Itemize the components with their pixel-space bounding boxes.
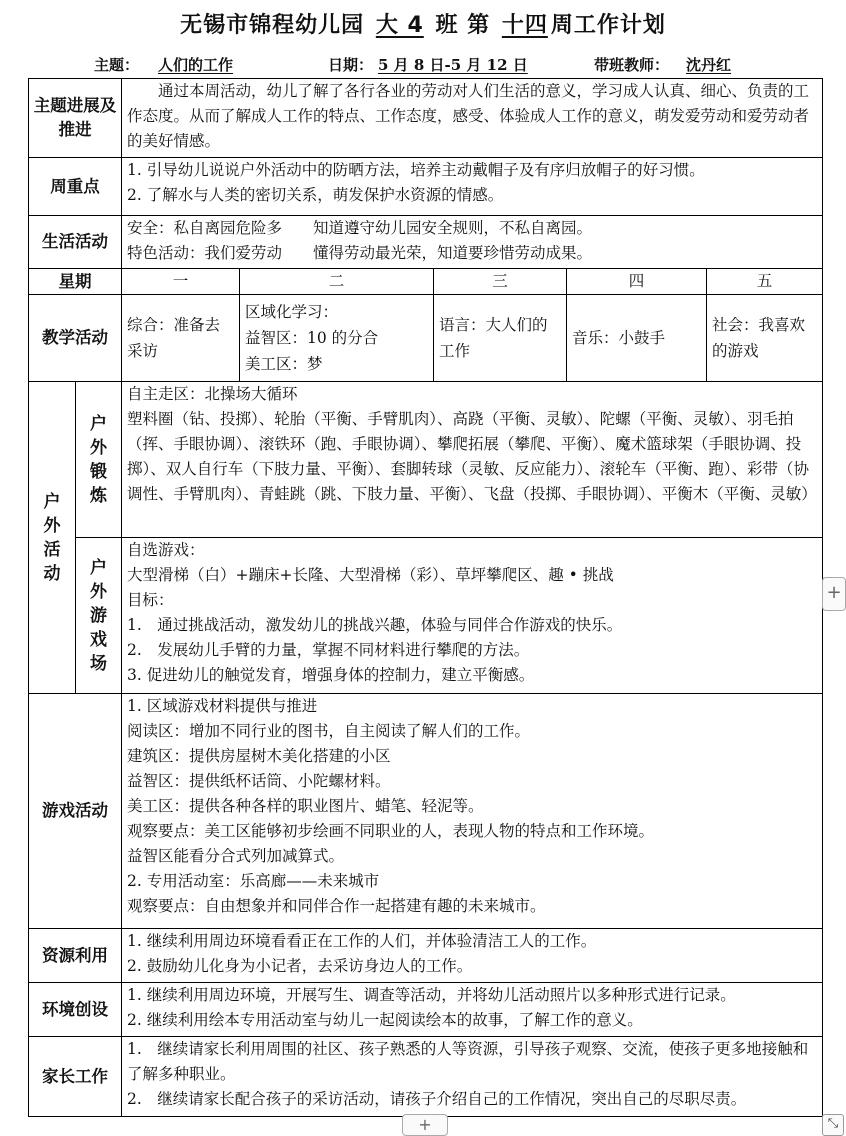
teaching-wed: 语言：大人们的工作 [434,295,567,382]
week-label: 星期 [29,269,122,295]
outdoor-exercise-label: 户外锻炼 [76,382,122,538]
exercise-line: 自主走区：北操场大循环 [127,385,298,403]
progress-label: 主题进展及推进 [29,79,122,158]
teacher-label: 带班教师： [594,56,670,74]
resources-line: 1. 继续利用周边环境看看正在工作的人们，并体验清洁工人的工作。 [127,932,597,950]
teacher-value: 沈丹红 [686,56,732,74]
row-progress [29,79,823,158]
date-label: 日期： [328,56,374,74]
row-parents [29,1037,823,1117]
games-line: 观察要点：自由想象并和同伴合作一起搭建有趣的未来城市。 [127,897,546,915]
teaching-tue-line: 美工区：梦 [245,355,323,373]
week-number: 十四 [501,13,548,38]
row-environment [29,983,823,1037]
exercise-line: 塑料圈（钻、投掷）、轮胎（平衡、手臂肌肉）、高跷（平衡、灵敏）、陀螺（平衡、灵敏）、羽毛拍（挥、手眼协调）、滚铁环（跑、手眼协调）、攀爬拓展（攀爬、平衡）、魔术篮球架（手眼协调、投掷）、双人自行车（下肢力量、平衡）、套脚转球（灵敏、反应能力）、滚轮车（平衡、跑）、彩带（协调性、手臂肌肉）、青蛙跳（跳、下肢力量、平衡）、飞盘（投掷、手眼协调）、平衡木（平衡、灵敏） [127,410,817,503]
life-content [122,216,823,269]
games-line: 美工区：提供各种各样的职业图片、蜡笔、轻泥等。 [127,797,484,815]
parents-line: 2. 继续请家长配合孩子的采访活动，请孩子介绍自己的工作情况，突出自己的尽职尽责。 [127,1090,747,1108]
row-games [29,694,823,929]
games-line: 1. 区域游戏材料提供与推进 [127,697,318,715]
games-line: 益智区能看分合式列加减算式。 [127,847,345,865]
playground-line: 大型滑梯（白）+蹦床+长隆、大型滑梯（彩）、草坪攀爬区、趣 • 挑战 [127,566,614,584]
environment-label: 环境创设 [29,983,122,1037]
day-mon: 一 [122,269,240,295]
life-label: 生活活动 [29,216,122,269]
outdoor-label: 户外活动 [29,382,76,694]
games-line: 阅读区：增加不同行业的图书，自主阅读了解人们的工作。 [127,722,531,740]
school-name: 无锡市锦程幼儿园 [180,13,365,38]
day-fri: 五 [707,269,823,295]
focus-content [122,158,823,216]
resize-icon[interactable]: ⤡ [822,1114,844,1136]
games-label: 游戏活动 [29,694,122,929]
playground-line: 2. 发展幼儿手臂的力量，掌握不同材料进行攀爬的方法。 [127,641,530,659]
page-title [0,8,846,39]
row-life [29,216,823,269]
day-thu: 四 [567,269,707,295]
outdoor-exercise-content [122,382,823,538]
theme-label: 主题： [94,56,140,74]
games-line: 观察要点：美工区能够初步绘画不同职业的人，表现人物的特点和工作环境。 [127,822,655,840]
parents-content [122,1037,823,1117]
teaching-fri: 社会：我喜欢的游戏 [707,295,823,382]
day-tue: 二 [240,269,434,295]
row-teaching [29,295,823,382]
resources-line: 2. 鼓励幼儿化身为小记者，去采访身边人的工作。 [127,957,473,975]
parents-line: 1. 继续请家长利用周围的社区、孩子熟悉的人等资源，引导孩子观察、交流，使孩子更多地接触和了解多种职业。 [127,1040,809,1083]
outdoor-playground-label: 户外游戏场 [76,538,122,694]
environment-content [122,983,823,1037]
games-line: 2. 专用活动室：乐高廊——未来城市 [127,872,380,890]
date-value: 5 月 8 日-5 月 12 日 [378,56,528,74]
progress-paragraph: 通过本周活动，幼儿了解了各行各业的劳动对人们生活的意义，学习成人认真、细心、负责的工作态度。从而了解成人工作的特点、工作态度，感受、体验成人工作的意义，萌发爱劳动和爱劳动者的美好情感。 [127,82,810,150]
games-line: 建筑区：提供房屋树木美化搭建的小区 [127,747,391,765]
playground-line: 3. 促进幼儿的触觉发育，增强身体的控制力，建立平衡感。 [127,666,535,684]
class-name: 大 4 [375,13,424,38]
class-suffix: 班 [435,13,459,38]
row-weekdays [29,269,823,295]
teaching-tue [240,295,434,382]
teaching-thu: 音乐：小鼓手 [567,295,707,382]
parents-label: 家长工作 [29,1037,122,1117]
playground-line: 目标： [127,591,174,609]
weekly-plan-table [28,78,823,1117]
life-line: 安全：私自离园危险多 知道遵守幼儿园安全规则，不私自离园。 [127,219,593,237]
focus-line: 1. 引导幼儿说说户外活动中的防晒方法，培养主动戴帽子及有序归放帽子的好习惯。 [127,161,705,179]
teaching-tue-line: 区域化学习： [245,303,339,321]
row-outdoor-exercise [29,382,823,538]
resources-label: 资源利用 [29,929,122,983]
plan-suffix: 周工作计划 [550,13,666,38]
row-outdoor-playground [29,538,823,694]
day-wed: 三 [434,269,567,295]
environment-line: 2. 继续利用绘本专用活动室与幼儿一起阅读绘本的故事，了解工作的意义。 [127,1011,643,1029]
playground-line: 自选游戏： [127,541,205,559]
focus-label: 周重点 [29,158,122,216]
progress-text [122,79,823,158]
environment-line: 1. 继续利用周边环境，开展写生、调查等活动，并将幼儿活动照片以多种形式进行记录。 [127,986,736,1004]
theme-value: 人们的工作 [158,56,234,74]
row-resources [29,929,823,983]
life-line: 特色活动：我们爱劳动 懂得劳动最光荣，知道要珍惜劳动成果。 [127,244,593,262]
playground-line: 1. 通过挑战活动，激发幼儿的挑战兴趣，体验与同伴合作游戏的快乐。 [127,616,623,634]
games-line: 益智区：提供纸杯话筒、小陀螺材料。 [127,772,391,790]
week-prefix: 第 [467,13,491,38]
focus-line: 2. 了解水与人类的密切关系，萌发保护水资源的情感。 [127,186,504,204]
teaching-label: 教学活动 [29,295,122,382]
games-content [122,694,823,929]
meta-row [0,54,846,74]
row-focus [29,158,823,216]
resources-content [122,929,823,983]
teaching-tue-line: 益智区：10 的分合 [245,329,379,347]
teaching-mon: 综合：准备去采访 [122,295,240,382]
add-column-button[interactable]: + [822,577,846,611]
add-row-button[interactable]: + [402,1114,448,1136]
outdoor-playground-content [122,538,823,694]
